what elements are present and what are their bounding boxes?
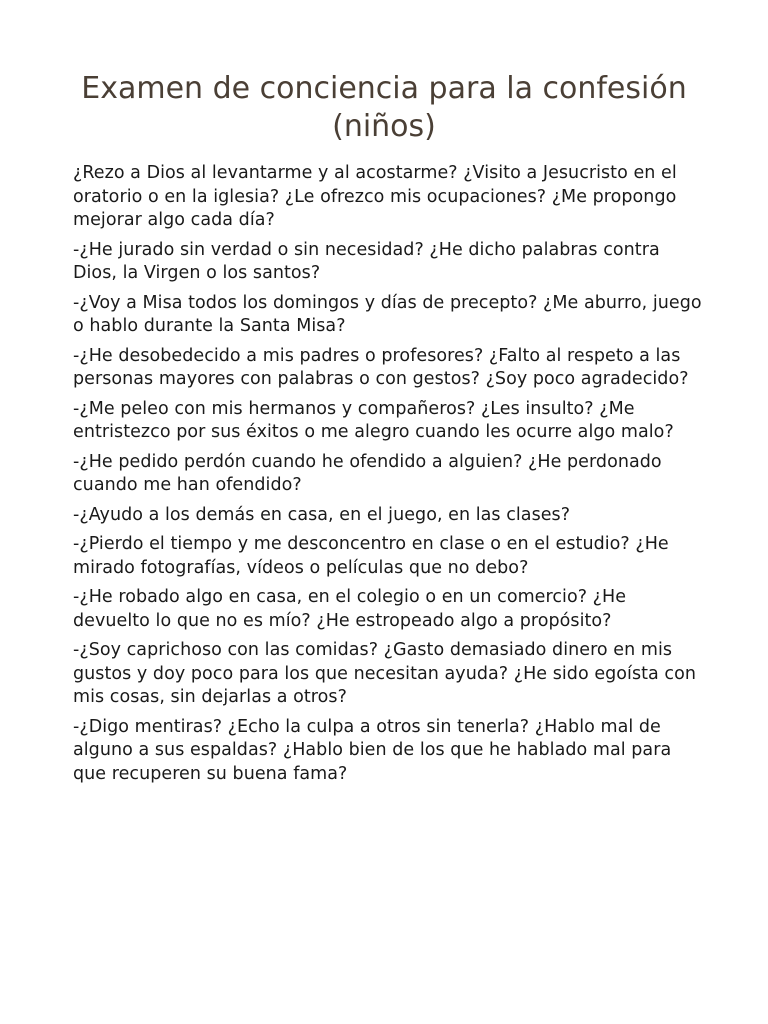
list-item: -¿He jurado sin verdad o sin necesidad? ¿He dicho palabras contra Dios, la Virgen o los santos?	[73, 239, 660, 283]
page-title: Examen de conciencia para la confesión (niños)	[81, 71, 687, 144]
list-item: ¿Rezo a Dios al levantarme y al acostarme? ¿Visito a Jesucristo en el oratorio o en la iglesia? ¿Le ofrezco mis ocupaciones? ¿Me propongo mejorar algo cada día?	[73, 163, 677, 230]
examination-list	[73, 162, 703, 792]
list-item: -¿He desobedecido a mis padres o profesores? ¿Falto al respeto a las personas mayores con palabras o con gestos? ¿Soy poco agradecido?	[73, 345, 689, 389]
list-item: -¿Voy a Misa todos los domingos y días de precepto? ¿Me aburro, juego o hablo durante la Santa Misa?	[73, 292, 702, 336]
list-item: -¿Soy caprichoso con las comidas? ¿Gasto demasiado dinero en mis gustos y doy poco para los que necesitan ayuda? ¿He sido egoísta con mis cosas, sin dejarlas a otros?	[73, 640, 696, 707]
list-item: -¿Me peleo con mis hermanos y compañeros? ¿Les insulto? ¿Me entristezco por sus éxitos o me alegro cuando les ocurre algo malo?	[73, 398, 674, 442]
list-item: -¿Digo mentiras? ¿Echo la culpa a otros sin tenerla? ¿Hablo mal de alguno a sus espaldas? ¿Hablo bien de los que he hablado mal para que recuperen su buena fama?	[73, 716, 672, 784]
list-item: -¿He pedido perdón cuando he ofendido a alguien? ¿He perdonado cuando me han ofendido?	[73, 451, 662, 495]
list-item: -¿Pierdo el tiempo y me desconcentro en clase o en el estudio? ¿He mirado fotografías, vídeos o películas que no debo?	[73, 534, 669, 578]
list-item: -¿He robado algo en casa, en el colegio o en un comercio? ¿He devuelto lo que no es mío? ¿He estropeado algo a propósito?	[73, 587, 627, 631]
list-item: -¿Ayudo a los demás en casa, en el juego, en las clases?	[73, 504, 571, 525]
